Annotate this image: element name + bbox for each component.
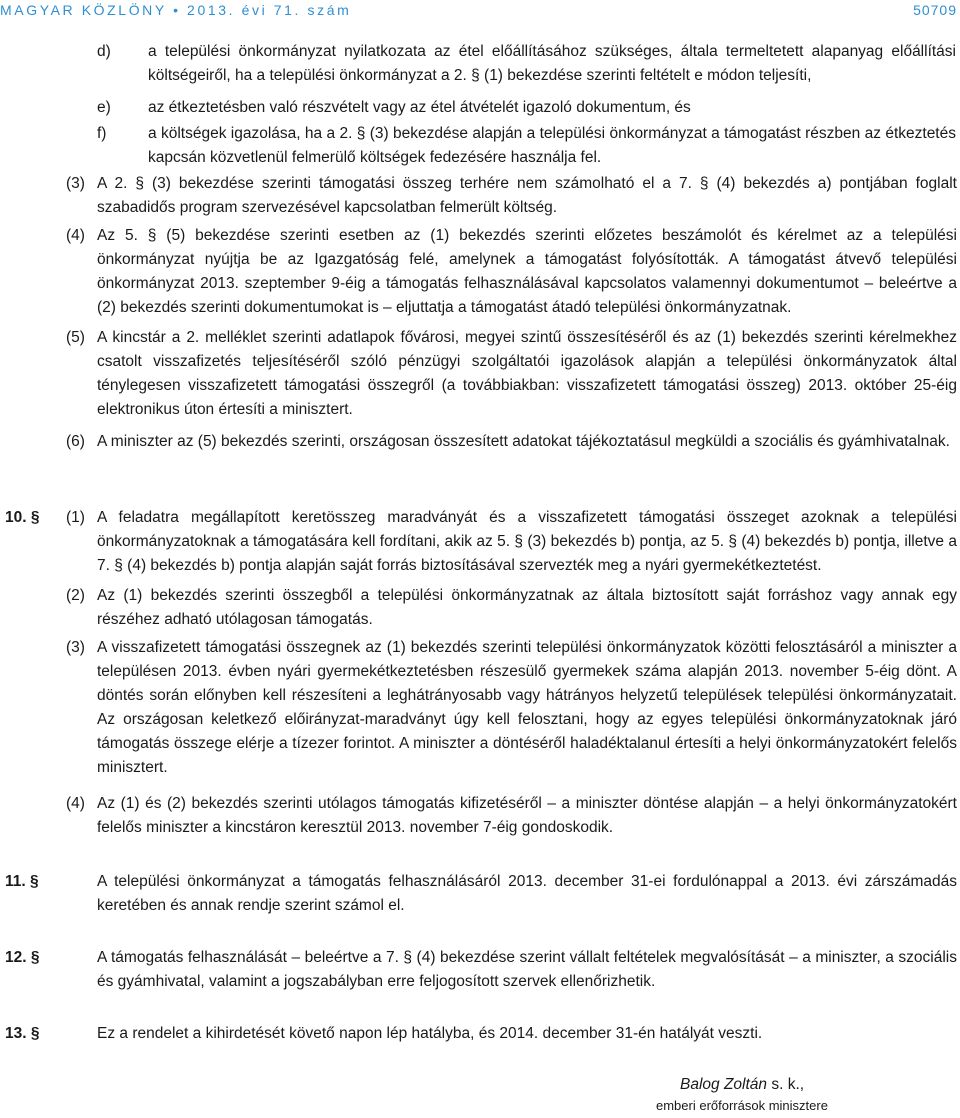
para-5-text: A kincstár a 2. melléklet szerinti adatlapok fővárosi, megyei szintű összesítéséről és az (1) bekezdés szerinti kérelmekhez csatolt visszafizetés teljesítéséről szóló pénzügyi szolgáltatói igazolások alapján a települési önkormányzatok által ténylegesen visszafizetett támogatási összegről (a továbbiakban: visszafizetett támogatási összeg) 2013. október 25-éig elektronikus úton értesíti a minisztert. [97, 329, 957, 418]
para-5-label: (5) [66, 329, 85, 346]
para-3-label: (3) [66, 175, 85, 192]
s10-para-2-label: (2) [66, 587, 85, 604]
para-4-text: Az 5. § (5) bekezdése szerinti esetben az (1) bekezdés szerinti előzetes beszámolót és kérelmet az a települési önkormányzat nyújtja be az Igazgatóság felé, amelynek a támogatást folyósították. A támogatást átvevő települési önkormányzat 2013. szeptember 9-éig a támogatás felhasználásával kapcsolatos valamennyi dokumentumot – beleértve a (2) bekezdés szerinti dokumentumokat is – eljuttatja a támogatást átadó települési önkormányzatnak. [97, 227, 957, 316]
s10-para-3-text: A visszafizetett támogatási összegnek az (1) bekezdés szerinti települési önkormányzatok közötti felosztásáról a miniszter a településen 2013. évben nyári gyermekétkeztetésben részesülő gyermekek száma alapján 2013. november 5-éig dönt. A döntés során előnyben kell részesíteni a leghátrányosabb vagy hátrányos helyzetű települések települési önkormányzatait. Az országosan keletkező előirányzat-maradványt úgy kell felosztani, hogy az egyes települési önkormányzatoknak járó támogatás összege elérje a tízezer forintot. A miniszter a döntéséről haladéktalanul értesíti a helyi önkormányzatokért felelős minisztert. [97, 639, 957, 776]
para-6-text: A miniszter az (5) bekezdés szerinti, országosan összesített adatokat tájékoztatásul megküldi a szociális és gyámhivatalnak. [97, 433, 950, 450]
section-13-text: Ez a rendelet a kihirdetését követő napon lép hatályba, és 2014. december 31-én hatályát veszti. [97, 1025, 763, 1042]
signer-title: emberi erőforrások minisztere [656, 1098, 828, 1113]
item-d-label: d) [97, 43, 111, 60]
section-11-text: A települési önkormányzat a támogatás felhasználásáról 2013. december 31-ei fordulónappal a 2013. évi zárszámadás keretében és annak rendje szerint számol el. [97, 873, 957, 914]
section-10-number: 10. § [5, 509, 40, 526]
page-header [0, 0, 960, 22]
item-f-label: f) [97, 125, 107, 142]
para-4-label: (4) [66, 227, 85, 244]
para-6-label: (6) [66, 433, 85, 450]
s10-para-1-label: (1) [66, 509, 85, 526]
item-e-label: e) [97, 99, 111, 116]
s10-para-2-text: Az (1) bekezdés szerinti összegből a települési önkormányzatnak az általa biztosított saját forráshoz vagy annak egy részéhez adható utólagosan támogatás. [97, 587, 957, 628]
item-e-text: az étkeztetésben való részvételt vagy az étel átvételét igazoló dokumentum, és [148, 99, 691, 116]
signature-suffix: s. k., [767, 1076, 805, 1093]
signer-name: Balog Zoltán [680, 1076, 768, 1093]
section-13-number: 13. § [5, 1025, 40, 1042]
item-f-text: a költségek igazolása, ha a 2. § (3) bekezdése alapján a települési önkormányzat a támogatást részben az étkeztetés kapcsán közvetlenül felmerülő költségek fedezésére használja fel. [148, 125, 956, 166]
s10-para-3-label: (3) [66, 639, 85, 656]
section-11-number: 11. § [5, 873, 39, 890]
s10-para-4-text: Az (1) és (2) bekezdés szerinti utólagos támogatás kifizetéséről – a miniszter döntése alapján – a helyi önkormányzatokért felelős miniszter a kincstáron keresztül 2013. november 7-éig gondoskodik. [97, 795, 957, 836]
item-d-text: a települési önkormányzat nyilatkozata az étel előállításához szükséges, általa termeltetett alapanyag előállítási költségeiről, ha a települési önkormányzat a 2. § (1) bekezdése szerinti feltételt e módon teljesíti, [148, 43, 956, 84]
s10-para-1-text: A feladatra megállapított keretösszeg maradványát és a visszafizetett támogatási összeget azoknak a települési önkormányzatoknak a támogatására kell fordítani, akik az 5. § (3) bekezdés b) pontja, az 5. § (4) bekezdés b) pontja, illetve a 7. § (4) bekezdés b) pontja alapján saját forrás biztosításával szervezték meg a nyári gyermekétkeztetést. [97, 509, 957, 574]
para-3-text: A 2. § (3) bekezdése szerinti támogatási összeg terhére nem számolható el a 7. § (4) bekezdés a) pontjában foglalt szabadidős program szervezésével kapcsolatban felmerült költség. [97, 175, 957, 216]
page-number: 50709 [913, 2, 957, 18]
s10-para-4-label: (4) [66, 795, 85, 812]
section-12-text: A támogatás felhasználását – beleértve a 7. § (4) bekezdése szerint vállalt feltételek megvalósítását – a miniszter, a szociális és gyámhivatal, valamint a jogszabályban erre feljogosított szervek ellenőrizhetik. [97, 949, 957, 990]
journal-title: MAGYAR KÖZLÖNY • 2013. évi 71. szám [0, 2, 352, 18]
section-12-number: 12. § [5, 949, 40, 966]
